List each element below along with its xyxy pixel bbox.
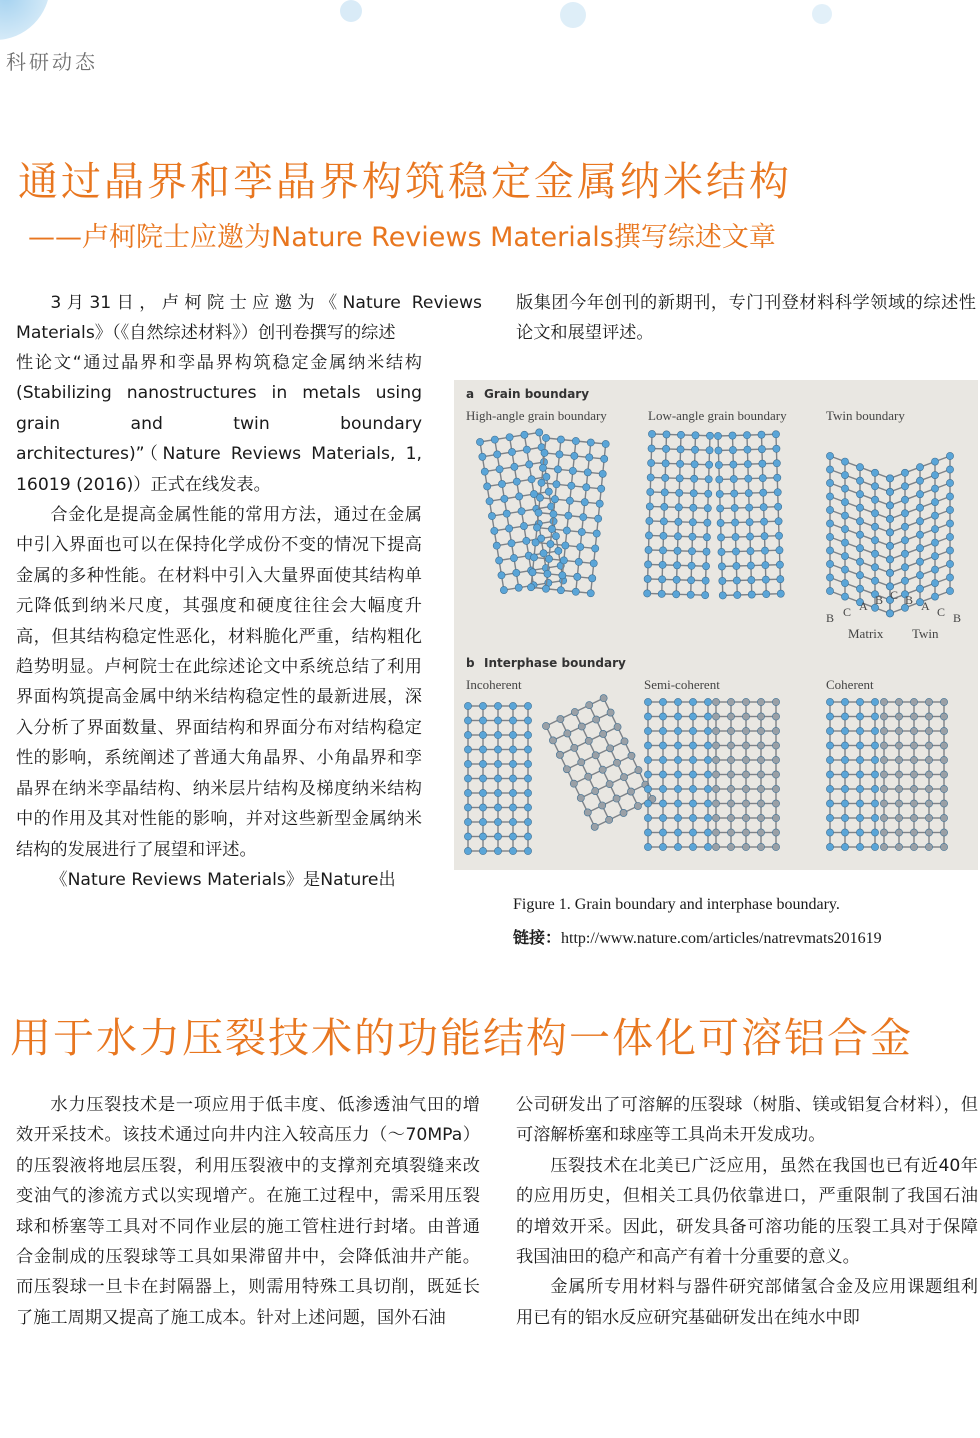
article1-intro-full <box>16 288 482 349</box>
link-url[interactable]: http://www.nature.com/articles/natrevmats201619 <box>561 930 882 947</box>
label-incoherent: Incoherent <box>466 677 522 692</box>
link-label: 链接： <box>513 930 562 947</box>
stacking-letter: C <box>890 588 899 602</box>
decorative-bubble <box>560 2 586 28</box>
stacking-letter: B <box>875 593 884 607</box>
article1-intro-full-text: 3月31日，卢柯院士应邀为《Nature Reviews Materials》（《自然综述材料》）创刊卷撰写的综述 <box>16 293 482 344</box>
article2-paragraph-2: 压裂技术在北美已广泛应用，虽然在我国也已有近40年的应用历史，但相关工具仍依靠进口，严重限制了我国石油的增效开采。因此，研发具备可溶功能的压裂工具对于保障我国油田的稳产和高产有着十分重要的意义。 <box>516 1155 978 1268</box>
article1-paragraph-3: 《Nature Reviews Materials》是Nature出 <box>50 869 396 890</box>
stacking-letter: A <box>921 599 930 613</box>
decorative-bubble <box>0 0 50 40</box>
label-low-angle-grain-boundary: Low-angle grain boundary <box>648 408 787 423</box>
article2-column-left <box>16 1090 480 1333</box>
label-coherent: Coherent <box>826 677 874 692</box>
label-matrix: Matrix <box>848 626 884 641</box>
label-twin-boundary: Twin boundary <box>826 408 905 423</box>
panel-b-title: Interphase boundary <box>484 656 626 670</box>
figure-grain-boundary <box>454 380 978 870</box>
stacking-letter: B <box>953 611 962 625</box>
panel-a-letter: a <box>466 387 475 401</box>
figure-drawing <box>454 380 978 870</box>
stacking-letter: C <box>843 605 852 619</box>
lattice-illustrations <box>464 429 953 855</box>
stacking-letter: A <box>859 599 868 613</box>
article2-paragraph-1-continued: 公司研发出了可溶解的压裂球（树脂、镁或铝复合材料），但可溶解桥塞和球座等工具尚未开发成功。 <box>516 1095 978 1146</box>
decorative-bubble <box>812 4 832 24</box>
article2-paragraph-3: 金属所专用材料与器件研究部储氢合金及应用课题组利用已有的铝水反应研究基础研发出在纯水中即 <box>516 1277 978 1328</box>
article1-column-right <box>516 288 976 349</box>
article2-paragraph-1: 水力压裂技术是一项应用于低丰度、低渗透油气田的增效开采技术。该技术通过向井内注入较高压力（～70MPa）的压裂液将地层压裂，利用压裂液中的支撑剂充填裂缝来改变油气的渗流方式以实现增产。在施工过程中，需采用压裂球和桥塞等工具对不同作业层的施工管柱进行封堵。由普通合金制成的压裂球等工具如果滞留井中，会降低油井产能。而压裂球一旦卡在封隔器上，则需用特殊工具切削，既延长了施工周期又提高了施工成本。针对上述问题，国外石油 <box>16 1095 480 1328</box>
label-high-angle-grain-boundary: High-angle grain boundary <box>466 408 607 423</box>
article2-column-right <box>516 1090 978 1333</box>
article1-title: 通过晶界和孪晶界构筑稳定金属纳米结构 <box>18 159 792 205</box>
article1-intro-continued: 性论文“通过晶界和孪晶界构筑稳定金属纳米结构(Stabilizing nanostructures in metals using grain and twin boundary architectures)”（Nature Reviews Materials, 1, 16019 (2016)）正式在线发表。 <box>16 353 422 495</box>
section-label: 科研动态 <box>6 50 98 74</box>
article1-paragraph-2: 合金化是提高金属性能的常用方法，通过在金属中引入界面也可以在保持化学成份不变的情况下提高金属的多种性能。在材料中引入大量界面使其结构单元降低到纳米尺度，其强度和硬度往往会大幅度升高，但其结构稳定性恶化，材料脆化严重，结构粗化趋势明显。卢柯院士在此综述论文中系统总结了利用界面构筑提高金属中纳米结构稳定性的最新进展，深入分析了界面数量、界面结构和界面分布对结构稳定性的影响，系统阐述了普通大角晶界、小角晶界和孪晶界在纳米孪晶结构、纳米层片结构及梯度纳米结构中的作用及其对性能的影响，并对这些新型金属纳米结构的发展进行了展望和评述。 <box>16 505 422 860</box>
stacking-letter: B <box>905 593 914 607</box>
label-twin: Twin <box>912 626 939 641</box>
label-semi-coherent: Semi-coherent <box>644 677 720 692</box>
article1-column-right-text: 版集团今年创刊的新期刊，专门刊登材料科学领域的综述性论文和展望评述。 <box>516 293 976 344</box>
stacking-letter: C <box>937 605 946 619</box>
figure-link <box>513 925 882 948</box>
panel-b-letter: b <box>466 656 475 670</box>
article1-column-left <box>16 348 422 895</box>
panel-a-title: Grain boundary <box>484 387 590 401</box>
stacking-letter: B <box>826 611 835 625</box>
article2-title: 用于水力压裂技术的功能结构一体化可溶铝合金 <box>10 1014 913 1062</box>
article1-subtitle: ——卢柯院士应邀为Nature Reviews Materials撰写综述文章 <box>28 222 776 253</box>
figure-caption: Figure 1. Grain boundary and interphase boundary. <box>513 896 840 913</box>
decorative-bubble <box>340 0 362 22</box>
